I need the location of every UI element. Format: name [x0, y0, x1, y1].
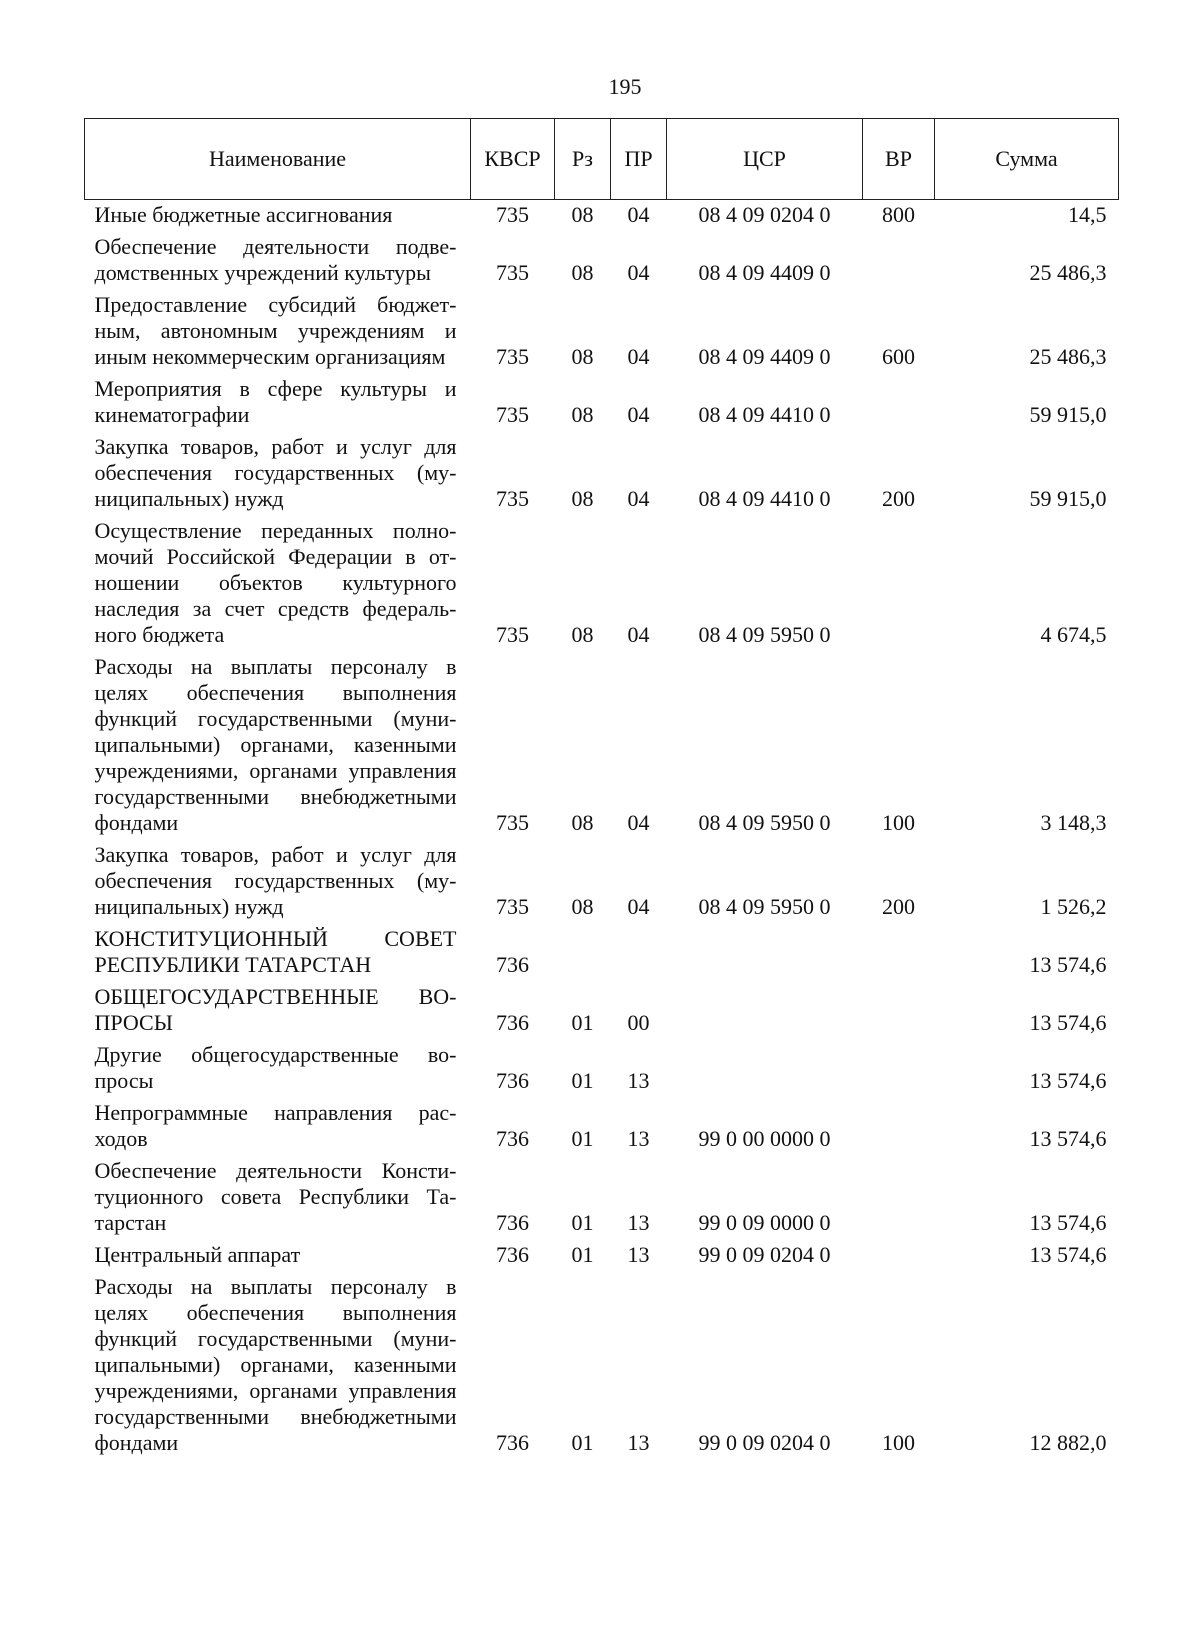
row-csr: 08 4 09 5950 0 [698, 810, 831, 835]
row-sum: 1 526,2 [1040, 894, 1107, 919]
row-pr: 04 [627, 202, 650, 227]
row-kvsr: 735 [496, 344, 529, 369]
row-sum: 13 574,6 [1029, 952, 1107, 977]
row-kvsr: 736 [496, 1242, 529, 1267]
row-csr: 99 0 09 0204 0 [698, 1242, 831, 1267]
table-row [85, 1098, 1119, 1156]
row-pr: 04 [627, 622, 650, 647]
table-row [85, 1272, 1119, 1460]
table-row [85, 1240, 1119, 1272]
row-rz: 01 [571, 1210, 594, 1235]
row-sum: 25 486,3 [1029, 260, 1107, 285]
row-sum: 3 148,3 [1040, 810, 1107, 835]
row-name: Обеспечение деятельности подведомственных учреждений культуры [94, 234, 457, 285]
row-rz: 01 [571, 1430, 594, 1455]
row-kvsr: 735 [496, 202, 529, 227]
row-pr: 00 [627, 1010, 650, 1035]
row-sum: 14,5 [1068, 202, 1107, 227]
row-csr: 08 4 09 0204 0 [698, 202, 831, 227]
row-name: Закупка товаров, работ и услуг для обеспечения государственных (муниципальных) нужд [94, 434, 457, 511]
row-rz: 01 [571, 1068, 594, 1093]
header-vr: ВР [863, 119, 935, 200]
row-name: Мероприятия в сфере культуры и кинематографии [94, 376, 457, 427]
row-kvsr: 736 [496, 952, 529, 977]
row-vr: 100 [882, 1430, 915, 1455]
row-csr: 99 0 00 0000 0 [698, 1126, 831, 1151]
row-vr [863, 374, 935, 432]
row-kvsr: 735 [496, 260, 529, 285]
row-csr [667, 982, 863, 1040]
row-name: Предоставление субсидий бюджетным, автономным учреждениям и иным некоммерческим организациям [94, 292, 457, 369]
row-rz: 08 [571, 402, 594, 427]
row-csr: 08 4 09 4409 0 [698, 344, 831, 369]
row-name: Другие общегосударственные вопросы [94, 1042, 457, 1093]
row-sum: 59 915,0 [1029, 402, 1107, 427]
row-rz: 08 [571, 894, 594, 919]
row-sum: 4 674,5 [1040, 622, 1107, 647]
row-kvsr: 735 [496, 894, 529, 919]
row-pr: 04 [627, 810, 650, 835]
row-kvsr: 735 [496, 810, 529, 835]
row-csr: 08 4 09 4410 0 [698, 486, 831, 511]
row-sum: 13 574,6 [1029, 1210, 1107, 1235]
table-row [85, 924, 1119, 982]
row-rz: 01 [571, 1242, 594, 1267]
table-row [85, 840, 1119, 924]
row-kvsr: 736 [496, 1068, 529, 1093]
row-name: Расходы на выплаты персоналу в целях обеспечения выполнения функций государственными (муниципальными) органами, казенными учреждениями, органами управления государственными внебюджетными фондами [94, 1274, 457, 1455]
row-pr: 04 [627, 260, 650, 285]
header-rz: Рз [555, 119, 611, 200]
row-kvsr: 736 [496, 1010, 529, 1035]
table-row [85, 374, 1119, 432]
row-sum: 13 574,6 [1029, 1010, 1107, 1035]
row-rz: 08 [571, 810, 594, 835]
row-rz: 01 [571, 1010, 594, 1035]
table-row [85, 200, 1119, 233]
row-rz: 08 [571, 486, 594, 511]
row-csr: 99 0 09 0204 0 [698, 1430, 831, 1455]
row-vr [863, 1098, 935, 1156]
table-row [85, 1156, 1119, 1240]
table-row [85, 290, 1119, 374]
row-vr [863, 232, 935, 290]
row-pr: 13 [627, 1210, 650, 1235]
table-body [85, 200, 1119, 1461]
row-pr: 04 [627, 402, 650, 427]
header-sum: Сумма [935, 119, 1119, 200]
row-rz: 08 [571, 344, 594, 369]
row-vr: 200 [882, 486, 915, 511]
row-vr [863, 1040, 935, 1098]
row-sum: 25 486,3 [1029, 344, 1107, 369]
row-csr: 08 4 09 5950 0 [698, 622, 831, 647]
row-vr [863, 924, 935, 982]
row-vr: 200 [882, 894, 915, 919]
table-row [85, 232, 1119, 290]
row-vr [863, 1240, 935, 1272]
row-pr: 04 [627, 894, 650, 919]
row-sum: 59 915,0 [1029, 486, 1107, 511]
row-sum: 13 574,6 [1029, 1242, 1107, 1267]
row-kvsr: 735 [496, 622, 529, 647]
row-sum: 13 574,6 [1029, 1126, 1107, 1151]
header-kvsr: КВСР [471, 119, 555, 200]
row-name: Закупка товаров, работ и услуг для обеспечения государственных (муниципальных) нужд [94, 842, 457, 919]
row-vr: 800 [882, 202, 915, 227]
row-csr [667, 1040, 863, 1098]
row-vr [863, 982, 935, 1040]
row-name: Осуществление переданных полномочий Российской Федерации в отношении объектов культурного наследия за счет средств федерального бюджета [94, 518, 457, 647]
table-row [85, 1040, 1119, 1098]
row-rz: 08 [571, 202, 594, 227]
row-csr: 99 0 09 0000 0 [698, 1210, 831, 1235]
row-sum: 13 574,6 [1029, 1068, 1107, 1093]
row-pr: 13 [627, 1126, 650, 1151]
row-name: Расходы на выплаты персоналу в целях обеспечения выполнения функций государственными (муниципальными) органами, казенными учреждениями, органами управления государственными внебюджетными фондами [94, 654, 457, 835]
row-vr: 100 [882, 810, 915, 835]
page-number: 195 [608, 74, 642, 99]
row-csr: 08 4 09 4409 0 [698, 260, 831, 285]
budget-table [84, 118, 1119, 1460]
row-csr: 08 4 09 4410 0 [698, 402, 831, 427]
row-name: Центральный аппарат [94, 1242, 301, 1267]
table-row [85, 982, 1119, 1040]
row-rz: 08 [571, 622, 594, 647]
row-pr: 04 [627, 344, 650, 369]
row-name: Непрограммные направления расходов [94, 1100, 457, 1151]
header-csr: ЦСР [667, 119, 863, 200]
row-pr: 13 [627, 1068, 650, 1093]
row-rz: 08 [571, 260, 594, 285]
row-csr: 08 4 09 5950 0 [698, 894, 831, 919]
table-header [85, 119, 1119, 200]
row-kvsr: 735 [496, 486, 529, 511]
row-sum: 12 882,0 [1029, 1430, 1107, 1455]
row-rz: 01 [571, 1126, 594, 1151]
header-name: Наименование [85, 119, 471, 200]
row-rz [555, 924, 611, 982]
row-kvsr: 736 [496, 1430, 529, 1455]
table-row [85, 516, 1119, 652]
row-pr [611, 924, 667, 982]
row-name: КОНСТИТУЦИОННЫЙ СОВЕТ РЕСПУБЛИКИ ТАТАРСТАН [94, 926, 457, 977]
row-csr [667, 924, 863, 982]
row-name: Обеспечение деятельности Конституционного совета Республики Татарстан [94, 1158, 457, 1235]
header-pr: ПР [611, 119, 667, 200]
row-vr [863, 1156, 935, 1240]
table-row [85, 652, 1119, 840]
row-kvsr: 735 [496, 402, 529, 427]
row-name: Иные бюджетные ассигнования [94, 202, 393, 227]
row-name: ОБЩЕГОСУДАРСТВЕННЫЕ ВОПРОСЫ [94, 984, 457, 1035]
table-row [85, 432, 1119, 516]
row-vr [863, 516, 935, 652]
row-kvsr: 736 [496, 1126, 529, 1151]
row-pr: 13 [627, 1430, 650, 1455]
row-vr: 600 [882, 344, 915, 369]
row-pr: 13 [627, 1242, 650, 1267]
row-kvsr: 736 [496, 1210, 529, 1235]
row-pr: 04 [627, 486, 650, 511]
